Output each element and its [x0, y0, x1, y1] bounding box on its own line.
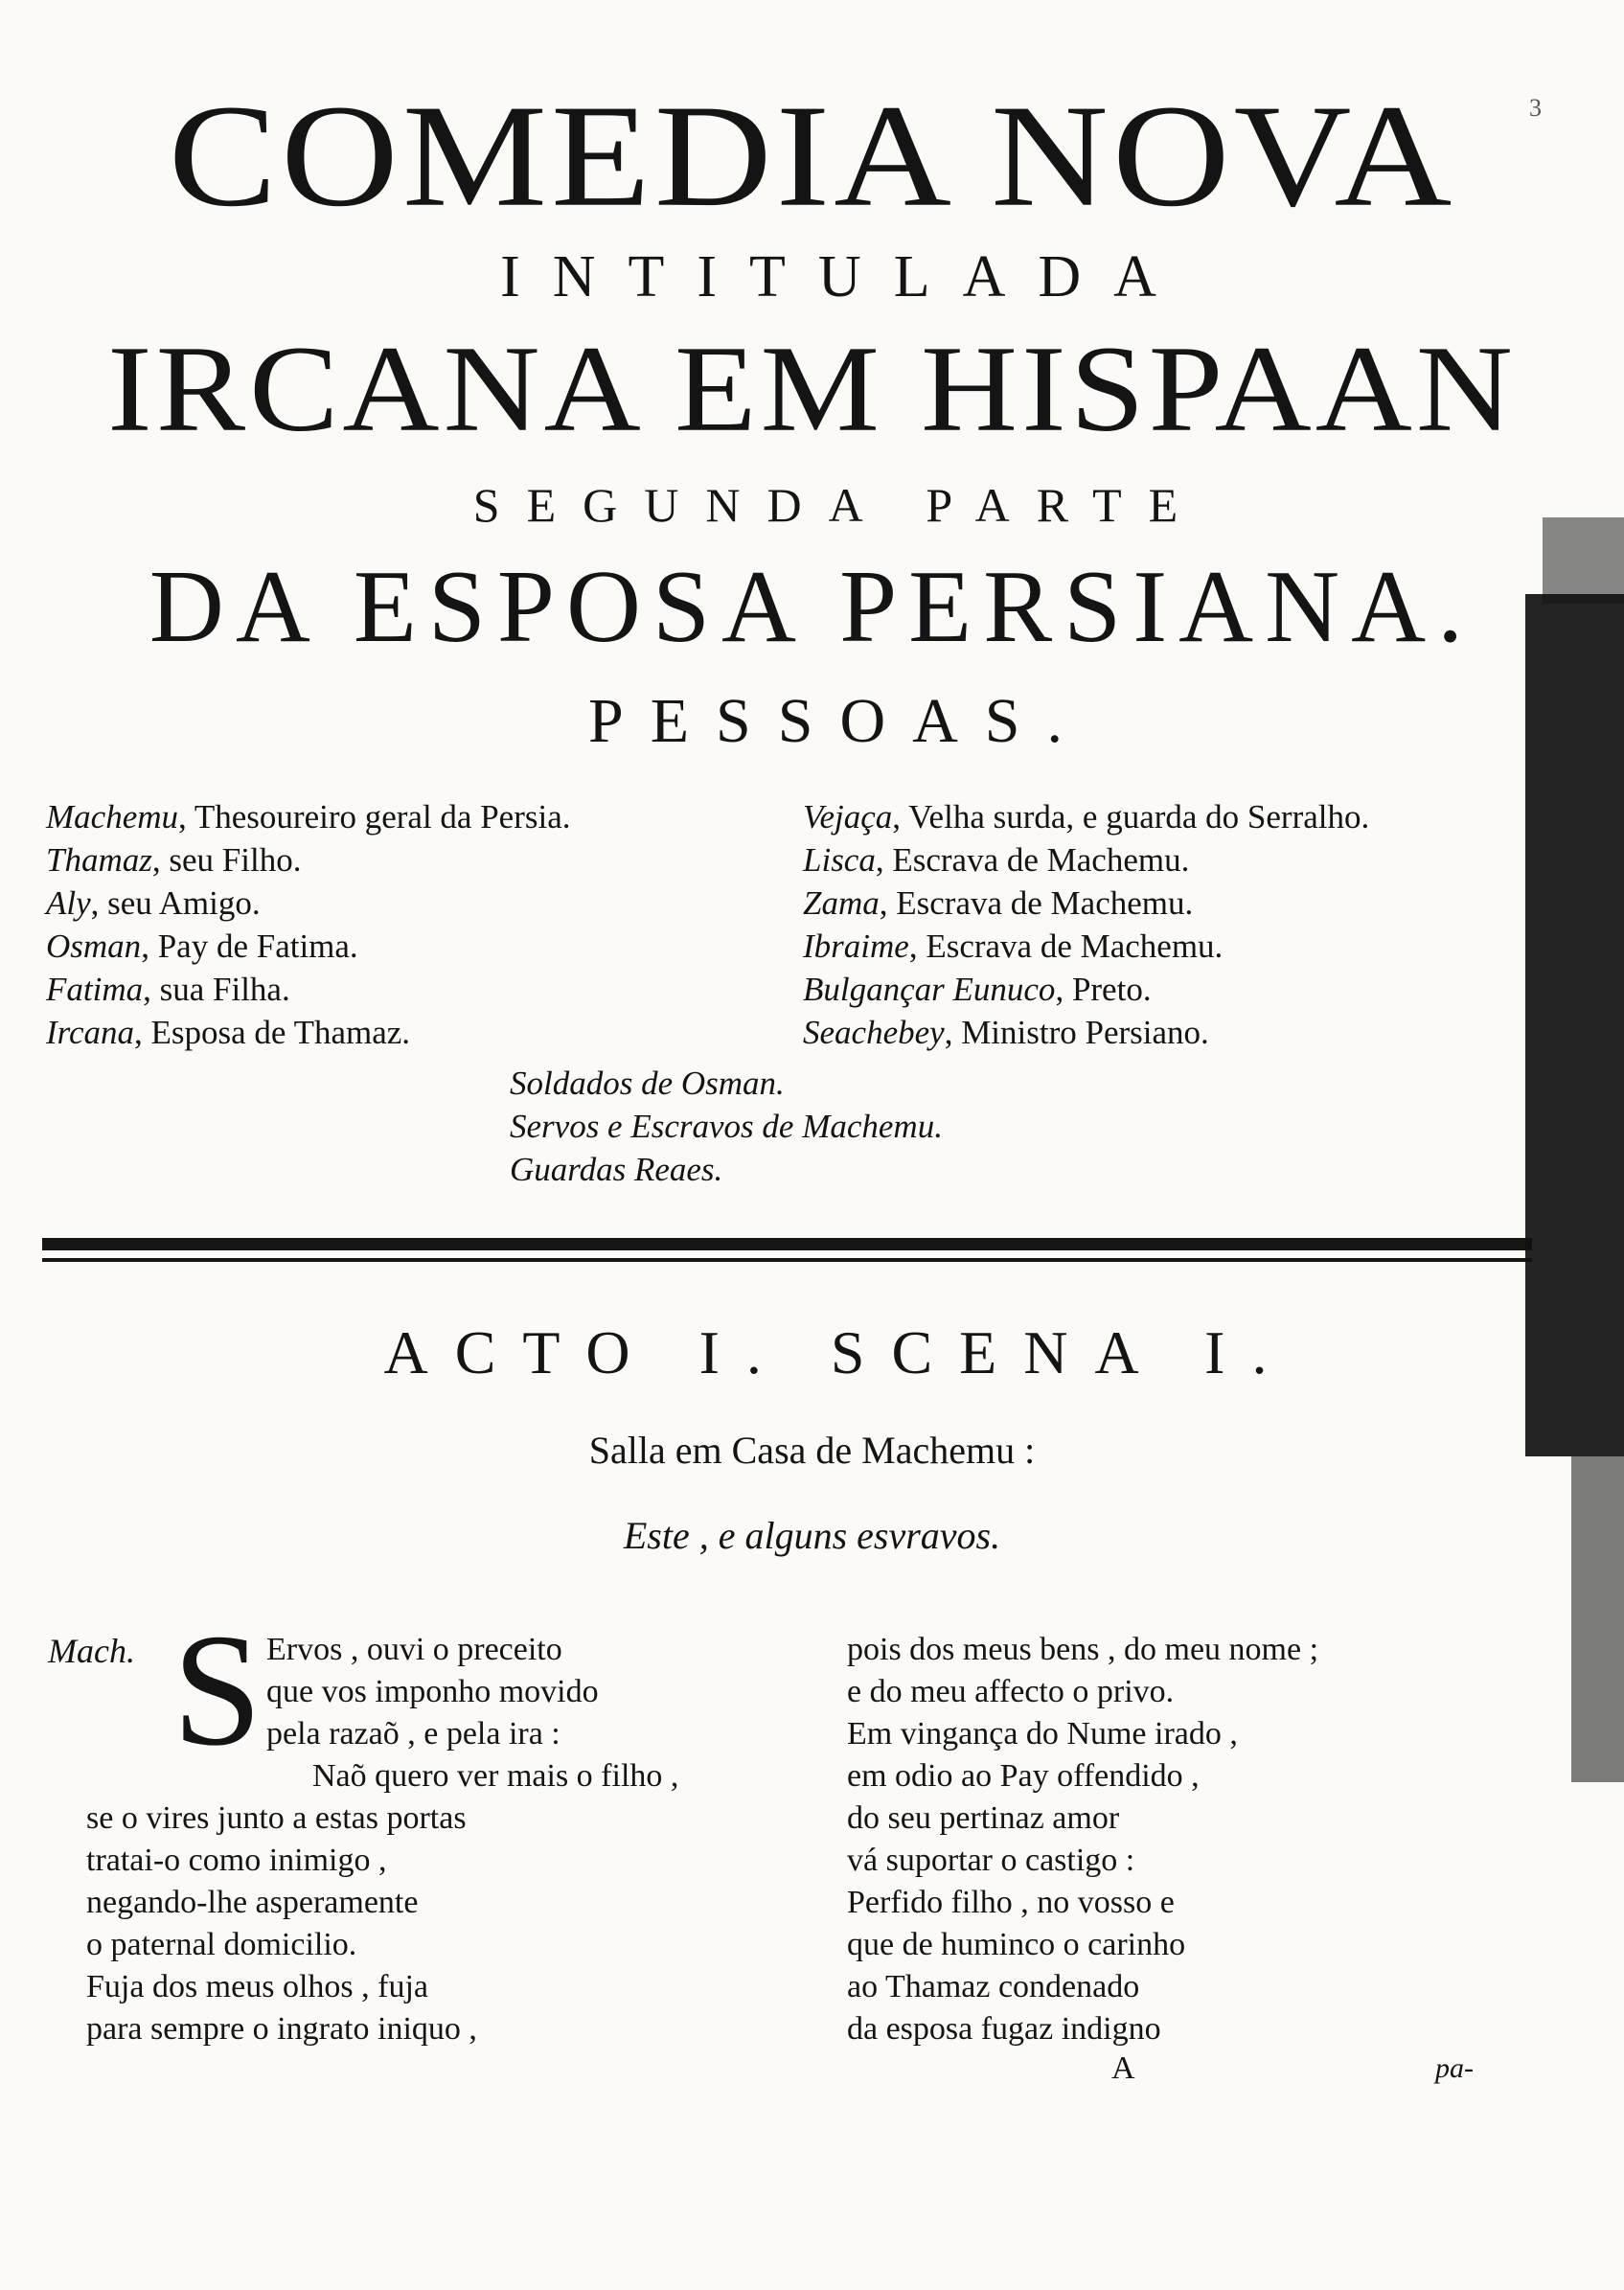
cast-extra-entry: Soldados de Osman.	[510, 1065, 785, 1102]
scan-edge-shadow-lower	[1571, 1456, 1624, 1782]
cast-extra-entry: Servos e Escravos de Machemu.	[510, 1108, 943, 1145]
drop-capital: S	[172, 1601, 263, 1779]
verse-line: se o vires junto a estas portas	[86, 1800, 467, 1836]
stage-direction: Este , e alguns esvravos.	[623, 1514, 1001, 1557]
scan-edge-shadow-upper	[1543, 517, 1624, 604]
act-heading: ACTO I. SCENA I.	[383, 1318, 1294, 1386]
verse-line: o paternal domicilio.	[86, 1927, 357, 1962]
scene-setting: Salla em Casa de Machemu :	[588, 1429, 1036, 1472]
verse-line: vá suportar o castigo :	[847, 1843, 1135, 1878]
verse-line: que vos imponho movido	[266, 1674, 599, 1709]
signature-mark: A	[1111, 2050, 1135, 2086]
title-comedia-nova: COMEDIA NOVA	[168, 74, 1456, 238]
speaker-label: Mach.	[48, 1632, 135, 1670]
cast-name: Zama	[803, 884, 880, 922]
cast-name: Seachebey	[803, 1014, 945, 1051]
cast-name: Ircana	[46, 1014, 135, 1051]
cast-extras	[510, 1062, 943, 1191]
pessoas-heading: PESSOAS.	[588, 686, 1089, 756]
verse-column-left	[86, 1629, 678, 2050]
cast-entry	[803, 968, 1369, 1011]
verse-line: negando-lhe asperamente	[86, 1885, 419, 1920]
cast-entry	[46, 795, 571, 838]
cast-description: , seu Amigo.	[90, 884, 261, 922]
divider-rule-thick	[42, 1238, 1532, 1250]
cast-description: , Escrava de Machemu.	[879, 884, 1194, 922]
verse-line: em odio ao Pay offendido ,	[847, 1758, 1200, 1794]
cast-entry	[803, 882, 1369, 925]
cast-entry	[46, 968, 571, 1011]
cast-description: , sua Filha.	[143, 971, 290, 1008]
cast-name: Ibraime	[803, 927, 909, 965]
cast-name: Osman	[46, 927, 142, 965]
verse-line: pois dos meus bens , do meu nome ;	[847, 1632, 1319, 1667]
title-esposa-persiana: DA ESPOSA PERSIANA.	[149, 550, 1475, 664]
cast-entry	[803, 925, 1369, 968]
verse-line: tratai-o como inimigo ,	[86, 1843, 387, 1878]
cast-list-left	[46, 795, 571, 1054]
cast-description: , Pay de Fatima.	[141, 927, 358, 965]
cast-name: Thamaz	[46, 841, 152, 879]
cast-name: Aly	[46, 884, 91, 922]
cast-entry	[803, 795, 1369, 838]
cast-entry	[46, 882, 571, 925]
cast-name: Fatima	[46, 971, 144, 1008]
title-ircana: IRCANA EM HISPAAN	[107, 320, 1517, 458]
title-segunda-parte: SEGUNDA PARTE	[472, 478, 1205, 532]
cast-name: Lisca	[803, 841, 876, 879]
page-number: 3	[1529, 94, 1542, 122]
verse-line: Naõ quero ver mais o filho ,	[312, 1758, 679, 1794]
verse-line: Fuja dos meus olhos , fuja	[86, 1969, 428, 2004]
cast-description: , Velha surda, e guarda do Serralho.	[892, 798, 1370, 836]
cast-extra-entry: Guardas Reaes.	[510, 1151, 723, 1188]
verse-line: da esposa fugaz indigno	[847, 2011, 1161, 2047]
verse-line: do seu pertinaz amor	[847, 1800, 1120, 1836]
title-intitulada: INTITULADA	[500, 244, 1189, 309]
cast-entry	[46, 925, 571, 968]
cast-description: , Preto.	[1055, 971, 1152, 1008]
verse-line: Em vingança do Nume irado ,	[847, 1716, 1238, 1752]
cast-description: , seu Filho.	[151, 841, 302, 879]
cast-list-right	[803, 795, 1369, 1054]
cast-entry	[46, 838, 571, 882]
cast-description: , Escrava de Machemu.	[908, 927, 1224, 965]
verse-line: Ervos , ouvi o preceito	[266, 1632, 562, 1667]
cast-description: , Escrava de Machemu.	[875, 841, 1190, 879]
cast-name: Machemu	[46, 798, 179, 836]
verse-line: Perfido filho , no vosso e	[847, 1885, 1175, 1920]
cast-name: Vejaça	[803, 798, 893, 836]
verse-line: pela razaõ , e pela ira :	[266, 1716, 560, 1752]
verse-line: para sempre o ingrato iniquo ,	[86, 2011, 477, 2047]
cast-description: , Esposa de Thamaz.	[134, 1014, 411, 1051]
verse-line: ao Thamaz condenado	[847, 1969, 1140, 2004]
catchword: pa-	[1435, 2052, 1474, 2084]
verse-line: e do meu affecto o privo.	[847, 1674, 1175, 1709]
verse-line: que de huminco o carinho	[847, 1927, 1186, 1962]
verse-column-right	[847, 1629, 1318, 2050]
divider-rule-thin	[42, 1258, 1532, 1262]
cast-entry	[803, 838, 1369, 882]
cast-entry	[803, 1011, 1369, 1054]
cast-description: , Thesoureiro geral da Persia.	[178, 798, 571, 836]
cast-description: , Ministro Persiano.	[944, 1014, 1209, 1051]
cast-name: Bulgançar Eunuco	[803, 971, 1056, 1008]
scan-edge-shadow	[1525, 594, 1624, 1456]
cast-entry	[46, 1011, 571, 1054]
